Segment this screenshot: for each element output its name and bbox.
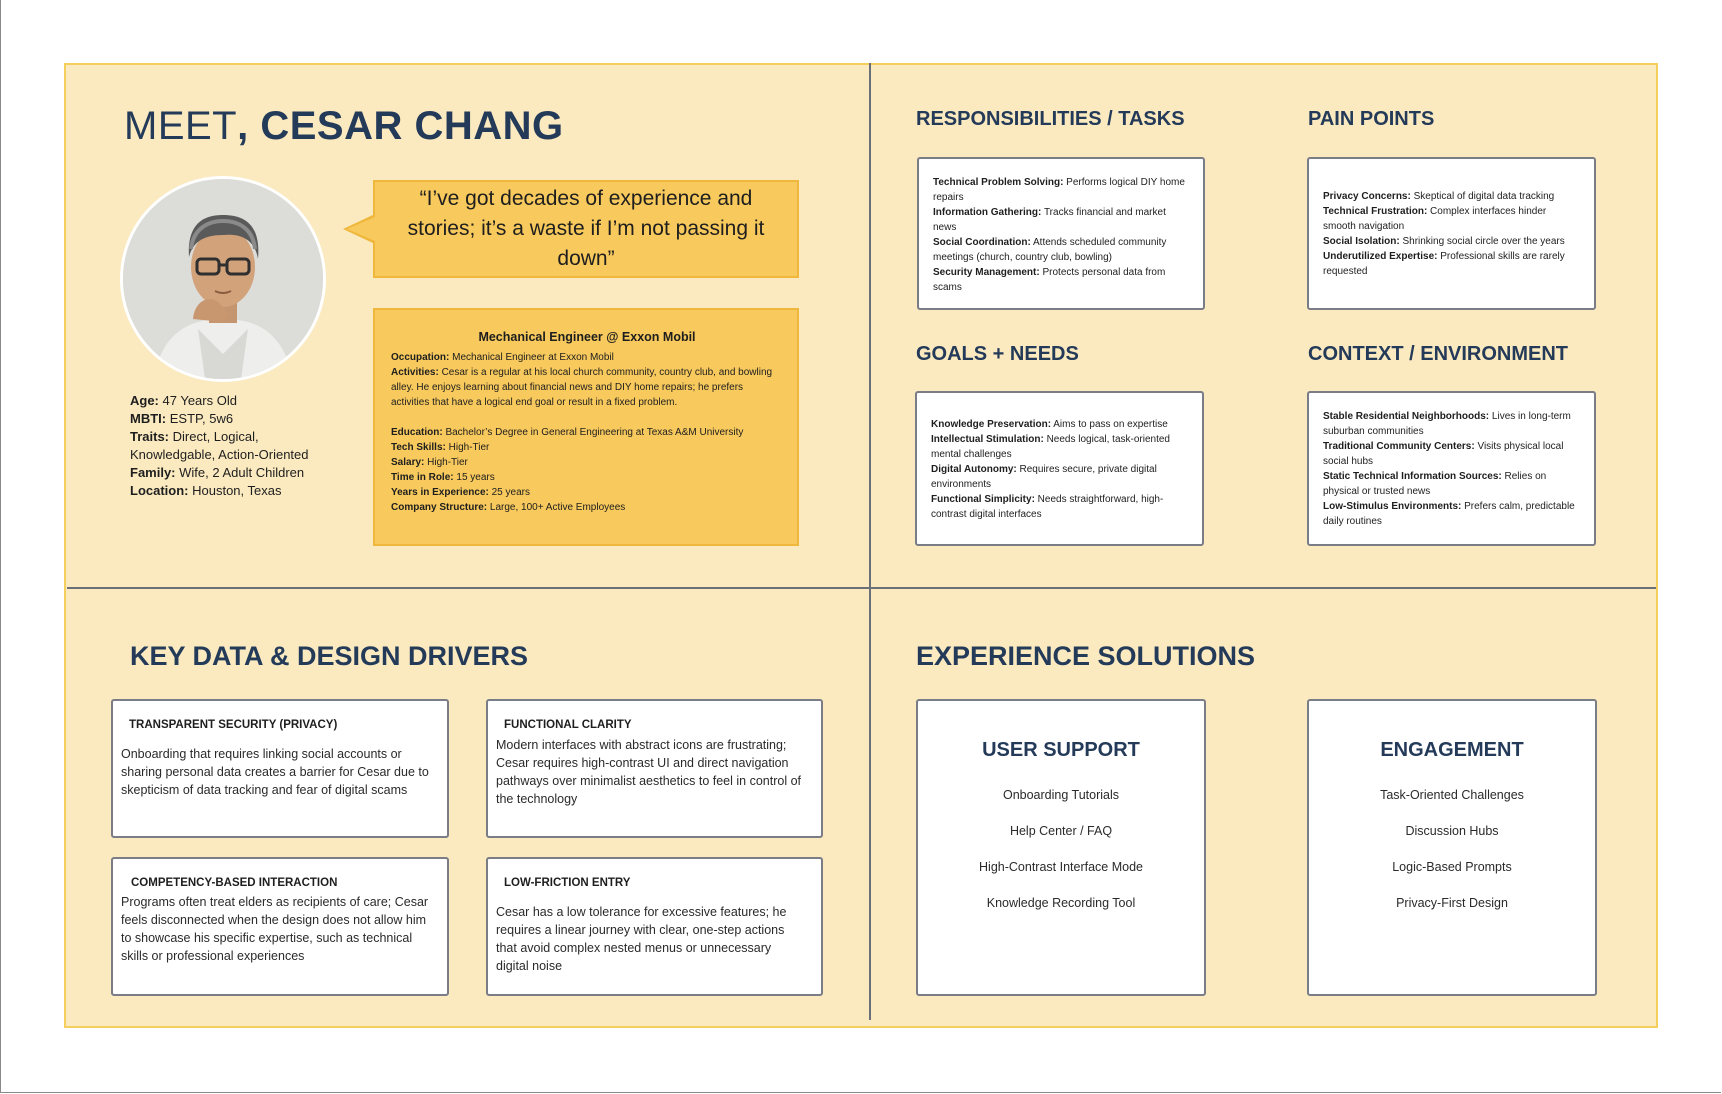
responsibilities-heading: RESPONSIBILITIES / TASKS: [916, 108, 1185, 130]
solution-item: Onboarding Tutorials: [1002, 788, 1120, 802]
responsibility-item: Information Gathering: Tracks financial and market news: [933, 207, 1166, 233]
drivers-heading: KEY DATA & DESIGN DRIVERS: [130, 641, 529, 671]
goals-heading: GOALS + NEEDS: [916, 343, 1079, 365]
profile-location: Location: Houston, Texas: [130, 483, 282, 498]
driver-title: LOW-FRICTION ENTRY: [504, 877, 631, 889]
profile-age: Age: 47 Years Old: [130, 393, 237, 408]
driver-text: Modern interfaces with abstract icons are frustrating; Cesar requires high-contrast UI and direct navigation pathways over minimalist aesthetics to feel in control of the technology: [496, 738, 801, 806]
driver-title: TRANSPARENT SECURITY (PRIVACY): [129, 719, 338, 731]
quote-bubble-tail-fill: [347, 217, 375, 241]
context-item: Traditional Community Centers: Visits physical local social hubs: [1323, 441, 1564, 467]
goal-item: Digital Autonomy: Requires secure, private digital environments: [931, 464, 1157, 490]
pain-point-item: Privacy Concerns: Skeptical of digital data tracking: [1323, 191, 1555, 202]
job-occupation: Occupation: Mechanical Engineer at Exxon Mobil: [391, 352, 614, 363]
goal-item: Intellectual Stimulation: Needs logical, task-oriented mental challenges: [931, 434, 1170, 460]
job-card: [373, 308, 799, 546]
pain-point-item: Underutilized Expertise: Professional skills are rarely requested: [1323, 251, 1565, 277]
persona-title: [124, 104, 564, 149]
responsibility-item: Security Management: Protects personal data from scams: [933, 267, 1166, 293]
driver-title: FUNCTIONAL CLARITY: [504, 719, 632, 731]
persona-quote: [373, 180, 799, 278]
driver-card-competency: [111, 857, 449, 996]
driver-text: Onboarding that requires linking social accounts or sharing personal data creates a barrier for Cesar due to skepticism of data tracking and fear of digital scams: [121, 747, 429, 797]
job-activities: Activities: Cesar is a regular at his local church community, country club, and bowling alley. He enjoys learning about financial news and DIY home repairs; he prefers activities that have a logical end goal or result in a fixed problem.: [391, 367, 773, 408]
context-item: Low-Stimulus Environments: Prefers calm, predictable daily routines: [1323, 501, 1575, 527]
solution-item: Discussion Hubs: [1405, 824, 1499, 838]
job-company-structure: Company Structure: Large, 100+ Active Employees: [391, 502, 626, 513]
solutions-heading: EXPERIENCE SOLUTIONS: [916, 641, 1256, 671]
persona-name: , CESAR CHANG: [237, 104, 564, 148]
pain-points-card: [1307, 157, 1596, 310]
user-support-card: [916, 699, 1206, 996]
engagement-title: ENGAGEMENT: [1380, 739, 1524, 761]
persona-photo: [120, 176, 326, 382]
driver-text: Cesar has a low tolerance for excessive features; he requires a linear journey with clear, one-step actions that avoid complex nested menus or unnecessary digital noise: [496, 905, 787, 973]
engagement-card: [1307, 699, 1597, 996]
pain-point-item: Technical Frustration: Complex interfaces hinder smooth navigation: [1323, 206, 1547, 232]
solution-item: Logic-Based Prompts: [1392, 860, 1512, 874]
context-card: [1307, 391, 1596, 546]
driver-title: COMPETENCY-BASED INTERACTION: [131, 877, 338, 889]
job-title: Mechanical Engineer @ Exxon Mobil: [478, 330, 696, 344]
goal-item: Functional Simplicity: Needs straightforward, high-contrast digital interfaces: [931, 494, 1164, 520]
job-years-experience: Years in Experience: 25 years: [391, 487, 530, 498]
profile-traits: Traits: Direct, Logical, Knowledgable, Action-Oriented: [130, 429, 309, 462]
horizontal-divider: [67, 587, 1656, 589]
pain-point-item: Social Isolation: Shrinking social circle over the years: [1323, 236, 1565, 247]
goals-card: [915, 391, 1204, 546]
responsibility-item: Technical Problem Solving: Performs logical DIY home repairs: [933, 177, 1185, 203]
goal-item: Knowledge Preservation: Aims to pass on expertise: [931, 419, 1168, 430]
solution-item: Help Center / FAQ: [1009, 824, 1113, 838]
solution-item: Privacy-First Design: [1396, 896, 1508, 910]
job-tech-skills: Tech Skills: High-Tier: [391, 442, 490, 453]
driver-card-low-friction: [486, 857, 823, 996]
title-prefix: MEET: [124, 104, 238, 148]
context-heading: CONTEXT / ENVIRONMENT: [1308, 343, 1569, 365]
quote-text: “I’ve got decades of experience and stories; it’s a waste if I’m not passing it down”: [407, 187, 765, 270]
solution-item: Task-Oriented Challenges: [1380, 788, 1524, 802]
job-education: Education: Bachelor’s Degree in General Engineering at Texas A&M University: [391, 427, 744, 438]
profile-mbti: MBTI: ESTP, 5w6: [130, 411, 234, 426]
context-item: Stable Residential Neighborhoods: Lives in long-term suburban communities: [1323, 411, 1571, 437]
context-item: Static Technical Information Sources: Relies on physical or trusted news: [1323, 471, 1547, 497]
vertical-divider: [869, 63, 871, 1020]
user-support-title: USER SUPPORT: [982, 739, 1140, 761]
solution-item: Knowledge Recording Tool: [986, 896, 1136, 910]
driver-card-clarity: [486, 699, 823, 838]
job-salary: Salary: High-Tier: [391, 457, 468, 468]
driver-card-privacy: [111, 699, 449, 838]
responsibility-item: Social Coordination: Attends scheduled community meetings (church, country club, bowling): [933, 237, 1167, 263]
responsibilities-card: [917, 157, 1205, 310]
solution-item: High-Contrast Interface Mode: [979, 860, 1143, 874]
driver-text: Programs often treat elders as recipients of care; Cesar feels disconnected when the design does not allow him to showcase his specific expertise, such as technical skills or professional experiences: [121, 895, 429, 963]
pain-points-heading: PAIN POINTS: [1308, 108, 1435, 130]
job-time-in-role: Time in Role: 15 years: [391, 472, 495, 483]
profile-family: Family: Wife, 2 Adult Children: [130, 465, 305, 480]
profile-facts: [130, 392, 330, 500]
